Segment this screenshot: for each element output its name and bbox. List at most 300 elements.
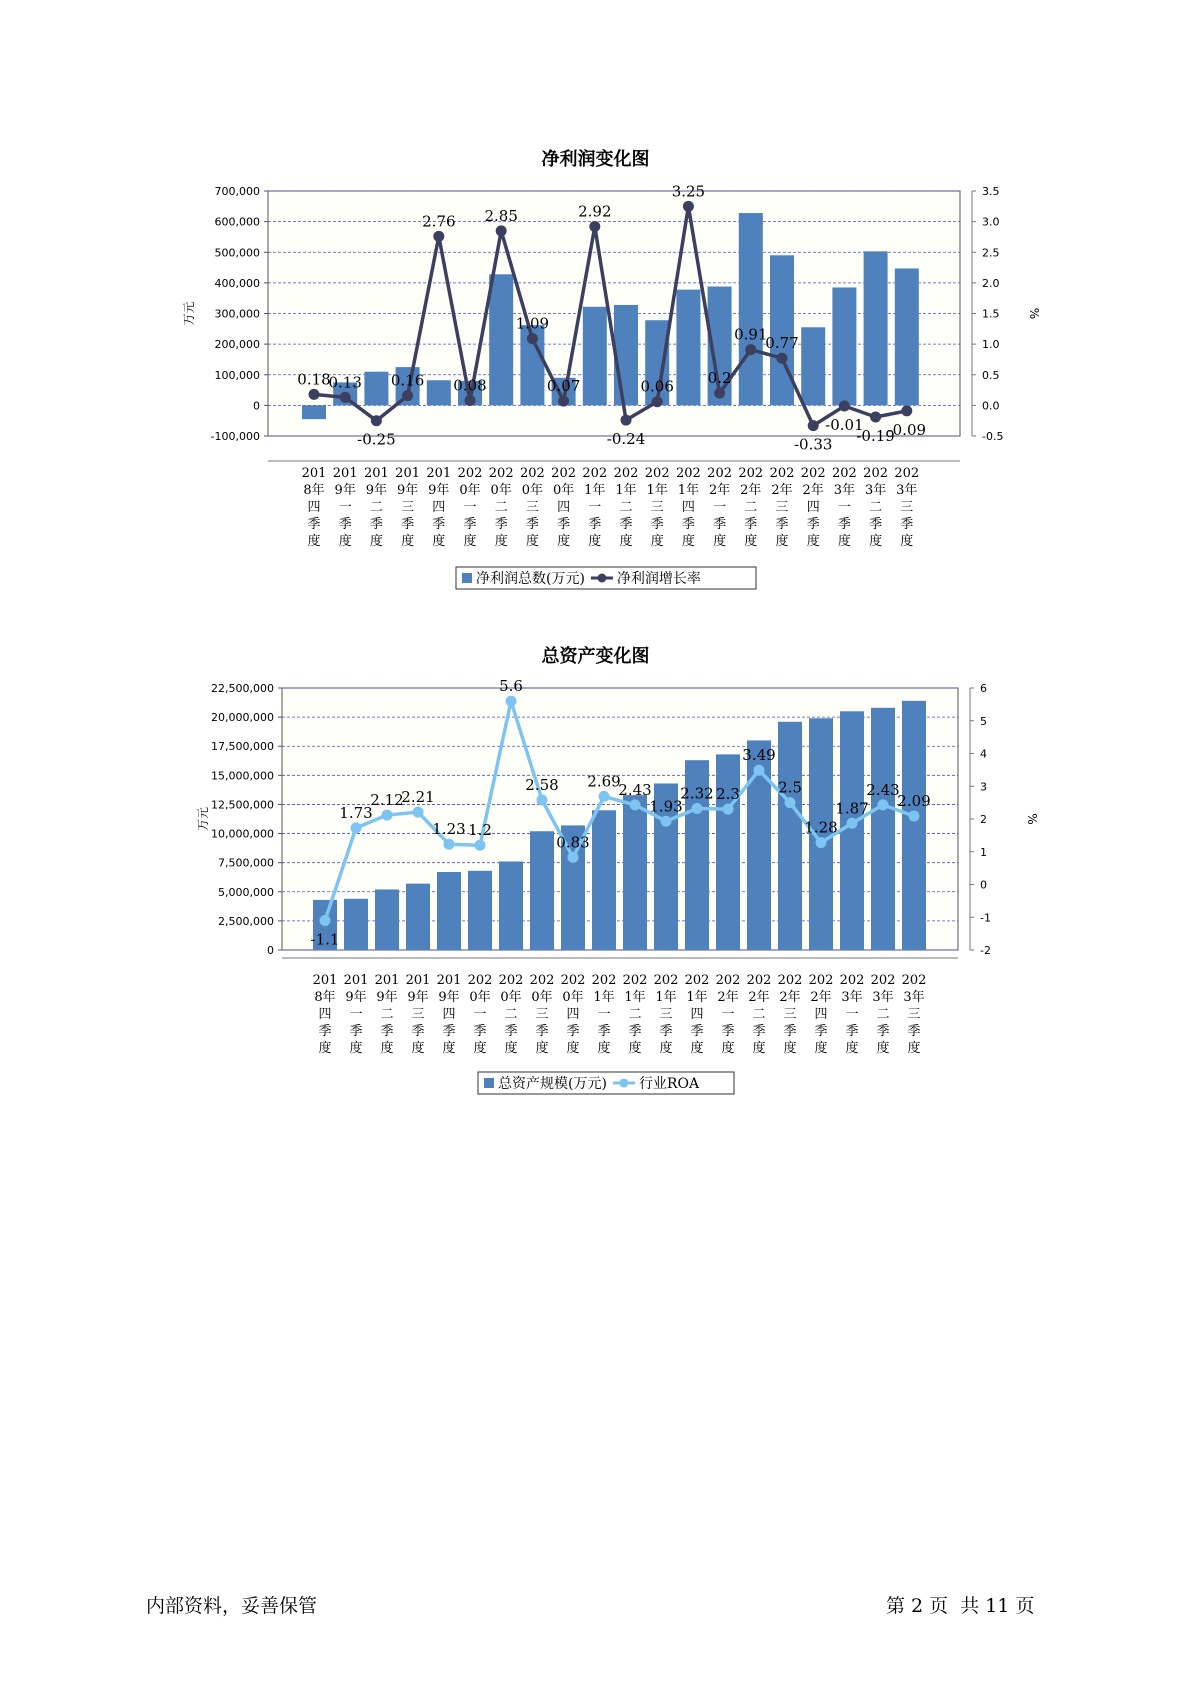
x-tick-label-line: 季 (463, 517, 477, 532)
x-tick-label-line: 度 (659, 1041, 673, 1056)
x-tick-label-line: 度 (504, 1041, 518, 1056)
y-tick-label: 5,000,000 (218, 885, 274, 899)
x-tick-label-line: 三 (775, 500, 789, 515)
bar (902, 701, 926, 950)
net-profit-chart (0, 175, 1191, 615)
x-tick-label-line: 度 (690, 1041, 704, 1056)
y2-axis-title: % (1025, 813, 1039, 825)
line-point (351, 822, 362, 833)
x-tick-label-line: 度 (628, 1041, 642, 1056)
y-tick-label: 7,500,000 (218, 856, 274, 870)
x-tick-label-line: 202 (863, 466, 889, 481)
y-axis-title: 万元 (196, 806, 210, 832)
x-tick-label-line: 度 (494, 534, 508, 549)
x-tick-label-line: 季 (628, 1024, 642, 1039)
x-tick-label-line: 一 (713, 500, 727, 515)
x-tick-label-line: 季 (650, 517, 664, 532)
x-tick-label-line: 202 (551, 466, 577, 481)
data-label: 2.76 (422, 212, 456, 231)
x-tick-label-line: 1年 (686, 990, 708, 1005)
x-tick-label-line: 201 (301, 466, 327, 481)
y-tick-label: 10,000,000 (211, 827, 274, 841)
x-tick-label-line: 四 (557, 500, 571, 515)
x-tick-label (614, 466, 639, 549)
x-tick-label-line: 季 (588, 517, 602, 532)
line-point (878, 799, 889, 810)
bar (614, 305, 638, 405)
x-tick-label-line: 二 (369, 500, 383, 515)
line-point (683, 201, 694, 212)
data-label: 1.28 (804, 818, 838, 837)
bar (716, 754, 740, 950)
x-tick-label-line: 度 (869, 534, 883, 549)
data-label: 1.23 (432, 820, 466, 839)
x-tick-label-line: 2年 (810, 990, 832, 1005)
x-tick-label-line: 度 (806, 534, 820, 549)
data-label: -0.19 (856, 427, 895, 446)
x-tick-label-line: 一 (721, 1007, 735, 1022)
x-tick-label-line: 2年 (748, 990, 770, 1005)
x-tick-label (333, 466, 358, 549)
x-tick-label-line: 季 (338, 517, 352, 532)
data-label: 3.25 (671, 182, 706, 201)
x-tick-label-line: 季 (349, 1024, 363, 1039)
x-tick-label-line: 3年 (896, 483, 918, 498)
bar (427, 380, 451, 405)
x-tick-label-line: 度 (463, 534, 477, 549)
bar (592, 810, 616, 950)
y2-tick-label: 1 (980, 845, 987, 859)
x-tick-label-line: 201 (312, 973, 338, 988)
page-total: 共 11 页 (960, 1595, 1035, 1617)
y2-tick-label: 2.5 (982, 246, 1000, 260)
bar (840, 711, 864, 950)
x-tick-label-line: 201 (405, 973, 431, 988)
x-tick-label-line: 度 (307, 534, 321, 549)
x-tick-label-line: 9年 (376, 990, 398, 1005)
x-tick-label-line: 度 (744, 534, 758, 549)
x-tick-label-line: 2年 (717, 990, 739, 1005)
bar (468, 871, 492, 950)
x-tick-label-line: 季 (814, 1024, 828, 1039)
x-tick-label-line: 202 (800, 466, 826, 481)
line-point (402, 390, 413, 401)
x-tick-label-line: 202 (808, 973, 834, 988)
line-point (340, 392, 351, 403)
x-tick-label-line: 度 (442, 1041, 456, 1056)
x-tick-label-line: 度 (588, 534, 602, 549)
x-tick-label-line: 202 (707, 466, 733, 481)
x-tick-label-line: 度 (411, 1041, 425, 1056)
x-tick-label-line: 二 (752, 1007, 766, 1022)
footer-note: 内部资料，妥善保管 (146, 1595, 318, 1617)
bar (739, 213, 763, 405)
x-tick-label-line: 度 (713, 534, 727, 549)
x-tick-label (770, 466, 795, 549)
x-tick-label-line: 9年 (334, 483, 356, 498)
bar (406, 884, 430, 950)
x-tick-label-line: 1年 (615, 483, 637, 498)
bar (778, 722, 802, 950)
y2-tick-label: 0.5 (982, 368, 1000, 382)
x-tick-label (676, 466, 701, 549)
x-tick-label-line: 季 (411, 1024, 425, 1039)
x-tick-label-line: 202 (467, 973, 493, 988)
y2-axis-title: % (1027, 307, 1041, 320)
x-tick-label-line: 季 (783, 1024, 797, 1039)
data-label: 1.09 (515, 314, 550, 333)
x-tick-label-line: 四 (690, 1007, 704, 1022)
line-point (839, 400, 850, 411)
data-label: 1.73 (339, 803, 373, 822)
y-tick-label: 100,000 (214, 368, 260, 382)
x-tick-label-line: 季 (318, 1024, 332, 1039)
data-label: -0.24 (606, 430, 646, 449)
x-tick-label (894, 466, 919, 549)
y-tick-label: 2,500,000 (218, 914, 274, 928)
x-tick-label-line: 季 (659, 1024, 673, 1039)
x-tick-label-line: 3年 (903, 990, 925, 1005)
data-label: 0.91 (734, 325, 768, 344)
data-label: 2.21 (401, 788, 435, 807)
x-tick-label (302, 466, 327, 549)
x-tick-label-line: 度 (721, 1041, 735, 1056)
x-tick-label-line: 季 (681, 517, 695, 532)
x-tick-label-line: 201 (374, 973, 400, 988)
bar (832, 287, 856, 405)
chart2-title: 总资产变化图 (541, 646, 650, 667)
y-tick-label: 15,000,000 (211, 769, 274, 783)
x-tick-label-line: 3年 (872, 990, 894, 1005)
bar (583, 307, 607, 406)
x-tick-label (645, 466, 670, 549)
line-point (621, 415, 632, 426)
line-point (465, 395, 476, 406)
y2-tick-label: -2 (980, 944, 991, 957)
data-label: 1.2 (468, 821, 492, 840)
x-tick-label-line: 度 (783, 1041, 797, 1056)
y-tick-label: 12,500,000 (211, 798, 274, 812)
x-tick-label-line: 2年 (771, 483, 793, 498)
data-label: 2.3 (716, 785, 740, 804)
x-tick-label-line: 度 (650, 534, 664, 549)
x-tick-label-line: 202 (831, 466, 857, 481)
x-tick-label-line: 度 (845, 1041, 859, 1056)
y2-tick-label: 5 (980, 714, 987, 728)
y-tick-label: 400,000 (214, 276, 260, 290)
x-tick-label-line: 9年 (365, 483, 388, 498)
legend-bar-label: 净利润总数(万元) (476, 571, 585, 587)
data-label: 2.92 (578, 202, 612, 221)
x-tick-label-line: 3年 (841, 990, 863, 1005)
x-tick-label (313, 973, 338, 1056)
x-tick-label (406, 973, 431, 1056)
x-tick-label-line: 201 (332, 466, 358, 481)
x-tick-label-line: 9年 (396, 483, 419, 498)
x-tick-label-line: 季 (907, 1024, 921, 1039)
line-point (847, 818, 858, 829)
line-point (558, 396, 569, 407)
legend (478, 1072, 734, 1094)
x-tick-label-line: 202 (613, 466, 639, 481)
line-point (496, 225, 507, 236)
x-tick-label-line: 季 (557, 517, 571, 532)
x-tick-label-line: 季 (369, 517, 383, 532)
x-tick-label-line: 0年 (490, 483, 512, 498)
bar (623, 795, 647, 950)
x-tick-label-line: 度 (907, 1041, 921, 1056)
x-tick-label-line: 0年 (500, 990, 522, 1005)
bar (801, 327, 825, 405)
x-tick-label-line: 度 (597, 1041, 611, 1056)
bar (499, 862, 523, 950)
y2-tick-label: -1 (980, 911, 991, 925)
x-tick-label-line: 201 (343, 973, 369, 988)
y2-tick-label: 0 (980, 878, 987, 892)
legend (456, 567, 756, 589)
x-tick-label (902, 973, 927, 1056)
x-tick-label-line: 202 (901, 973, 927, 988)
y2-tick-label: 1.5 (982, 307, 1000, 321)
x-tick-label-line: 一 (473, 1007, 487, 1022)
bar (364, 372, 388, 406)
y-tick-label: 600,000 (214, 215, 260, 229)
x-tick-label-line: 3年 (864, 483, 887, 498)
line-point (475, 840, 486, 851)
data-label: 2.09 (897, 792, 931, 811)
data-label: -0.25 (357, 430, 396, 449)
y-tick-label: 22,500,000 (211, 682, 274, 695)
x-tick-label (489, 466, 514, 549)
x-tick-label (747, 973, 772, 1056)
x-tick-label-line: 0年 (562, 990, 584, 1005)
x-tick-label (707, 466, 732, 549)
x-tick-label (551, 466, 576, 549)
x-tick-label-line: 2年 (740, 483, 762, 498)
legend-line-label: 净利润增长率 (616, 571, 701, 587)
page-number: 第 2 页 (886, 1595, 949, 1617)
bar (302, 405, 326, 419)
x-tick-label-line: 三 (907, 1007, 921, 1022)
x-tick-label-line: 度 (837, 534, 851, 549)
y-axis-title: 万元 (182, 301, 196, 326)
line-point (714, 388, 725, 399)
x-tick-label (468, 973, 493, 1056)
x-tick-label (654, 973, 679, 1056)
legend-bar-label: 总资产规模(万元) (498, 1076, 607, 1092)
x-tick-label-line: 四 (814, 1007, 828, 1022)
x-tick-label-line: 度 (566, 1041, 580, 1056)
data-label: 0.16 (390, 371, 425, 390)
x-tick-label-line: 季 (806, 517, 820, 532)
x-tick-label-line: 202 (653, 973, 679, 988)
x-tick-label-line: 9年 (428, 483, 450, 498)
x-tick-label-line: 季 (752, 1024, 766, 1039)
x-tick-label-line: 季 (721, 1024, 735, 1039)
x-tick-label-line: 二 (619, 500, 633, 515)
x-tick-label-line: 0年 (552, 483, 575, 498)
x-tick-label-line: 三 (900, 500, 914, 515)
y2-tick-label: 6 (980, 682, 987, 695)
x-tick-label (778, 973, 803, 1056)
y-tick-label: 20,000,000 (211, 711, 274, 725)
x-tick-label-line: 202 (560, 973, 586, 988)
x-tick-label (685, 973, 710, 1056)
x-tick-label (801, 466, 826, 549)
data-label: 0.08 (453, 376, 487, 395)
bar (871, 708, 895, 950)
x-tick-label-line: 202 (839, 973, 865, 988)
line-point (785, 797, 796, 808)
x-tick-label-line: 度 (814, 1041, 828, 1056)
x-tick-label (499, 973, 524, 1056)
line-point (568, 852, 579, 863)
x-tick-label-line: 202 (894, 466, 920, 481)
y2-tick-label: 3.5 (982, 185, 1000, 198)
x-tick-label-line: 9年 (345, 990, 367, 1005)
x-tick-label-line: 二 (504, 1007, 518, 1022)
x-tick-label (738, 466, 763, 549)
data-label: 0.13 (328, 373, 362, 392)
data-label: -0.01 (825, 415, 864, 434)
x-tick-label-line: 202 (519, 466, 545, 481)
x-tick-label-line: 2年 (802, 483, 824, 498)
line-point (901, 405, 912, 416)
x-tick-label-line: 季 (900, 517, 914, 532)
x-tick-label-line: 度 (318, 1041, 332, 1056)
bar (437, 872, 461, 950)
x-tick-label-line: 201 (395, 466, 421, 481)
legend-bar-swatch (484, 1078, 494, 1088)
x-tick-label (458, 466, 483, 549)
x-tick-label-line: 季 (380, 1024, 394, 1039)
y-tick-label: 17,500,000 (211, 740, 274, 754)
x-tick-label-line: 季 (713, 517, 727, 532)
data-label: 0.06 (640, 377, 674, 396)
x-tick-label-line: 1年 (646, 483, 668, 498)
data-label: -0.09 (887, 420, 927, 439)
x-tick-label (623, 973, 648, 1056)
y-tick-label: 200,000 (214, 338, 260, 352)
x-tick-label-line: 度 (473, 1041, 487, 1056)
data-label: 0.77 (765, 334, 799, 353)
line-point (652, 396, 663, 407)
x-tick-label-line: 1年 (593, 990, 615, 1005)
x-tick-label-line: 一 (845, 1007, 859, 1022)
legend-line-label: 行业ROA (638, 1076, 700, 1092)
y2-tick-label: 3.0 (982, 215, 1000, 229)
x-tick-label (530, 973, 555, 1056)
x-tick-label-line: 度 (775, 534, 789, 549)
x-tick-label-line: 度 (432, 534, 446, 549)
x-tick-label-line: 四 (806, 500, 820, 515)
x-tick-label-line: 202 (675, 466, 701, 481)
x-tick-label (582, 466, 607, 549)
line-point (754, 765, 765, 776)
chart1-title: 净利润变化图 (541, 149, 650, 170)
x-tick-label-line: 四 (432, 500, 446, 515)
y2-tick-label: 4 (980, 747, 987, 761)
x-tick-label-line: 1年 (584, 483, 606, 498)
x-tick-label-line: 202 (684, 973, 710, 988)
x-tick-label (375, 973, 400, 1056)
line-point (599, 791, 610, 802)
bar (375, 889, 399, 950)
x-tick-label-line: 1年 (655, 990, 677, 1005)
line-point (808, 420, 819, 431)
x-tick-label-line: 三 (659, 1007, 673, 1022)
y2-tick-label: -0.5 (982, 430, 1004, 443)
x-tick-label (364, 466, 389, 549)
line-point (371, 415, 382, 426)
data-label: 1.87 (835, 799, 869, 818)
x-tick-label-line: 度 (876, 1041, 890, 1056)
x-tick-label-line: 季 (432, 517, 446, 532)
x-tick-label-line: 季 (473, 1024, 487, 1039)
data-label: 3.49 (742, 746, 776, 765)
x-tick-label-line: 季 (504, 1024, 518, 1039)
x-tick-label-line: 度 (619, 534, 633, 549)
x-tick-label-line: 度 (369, 534, 383, 549)
x-tick-label-line: 季 (597, 1024, 611, 1039)
total-assets-chart (0, 672, 1191, 1112)
line-point (506, 696, 517, 707)
x-tick-label-line: 一 (338, 500, 352, 515)
x-tick-label-line: 三 (401, 500, 415, 515)
data-label: 2.5 (778, 778, 802, 797)
x-tick-label-line: 季 (744, 517, 758, 532)
x-tick-label-line: 二 (494, 500, 508, 515)
line-point (527, 333, 538, 344)
x-tick-label-line: 2年 (779, 990, 801, 1005)
x-tick-label-line: 季 (401, 517, 415, 532)
line-point (692, 803, 703, 814)
bar (676, 290, 700, 406)
x-tick-label-line: 202 (488, 466, 514, 481)
y-tick-label: 0 (267, 944, 274, 957)
x-tick-label-line: 0年 (469, 990, 491, 1005)
x-tick-label-line: 202 (622, 973, 648, 988)
x-tick-label-line: 度 (525, 534, 539, 549)
data-label: 0.83 (556, 833, 590, 852)
x-tick-label-line: 2年 (708, 483, 731, 498)
x-tick-label-line: 季 (566, 1024, 580, 1039)
line-point (723, 804, 734, 815)
x-tick-label-line: 季 (442, 1024, 456, 1039)
data-label: 0.07 (546, 377, 581, 396)
x-tick-label-line: 一 (837, 500, 851, 515)
line-point (661, 816, 672, 827)
x-tick-label-line: 0年 (531, 990, 553, 1005)
x-tick-label-line: 季 (619, 517, 633, 532)
x-tick-label-line: 一 (349, 1007, 363, 1022)
x-tick-label-line: 一 (597, 1007, 611, 1022)
x-tick-label-line: 202 (644, 466, 670, 481)
x-tick-label-line: 四 (307, 500, 321, 515)
x-tick-label-line: 202 (738, 466, 764, 481)
x-tick-label-line: 三 (783, 1007, 797, 1022)
x-tick-label-line: 一 (588, 500, 602, 515)
data-label: 1.93 (649, 797, 683, 816)
x-tick-label-line: 201 (436, 973, 462, 988)
x-tick-label-line: 四 (318, 1007, 332, 1022)
bar (864, 251, 888, 405)
x-tick-label-line: 三 (411, 1007, 425, 1022)
y-tick-label: 700,000 (214, 185, 260, 198)
x-tick-label-line: 季 (525, 517, 539, 532)
x-tick-label-line: 202 (746, 973, 772, 988)
line-point (630, 799, 641, 810)
